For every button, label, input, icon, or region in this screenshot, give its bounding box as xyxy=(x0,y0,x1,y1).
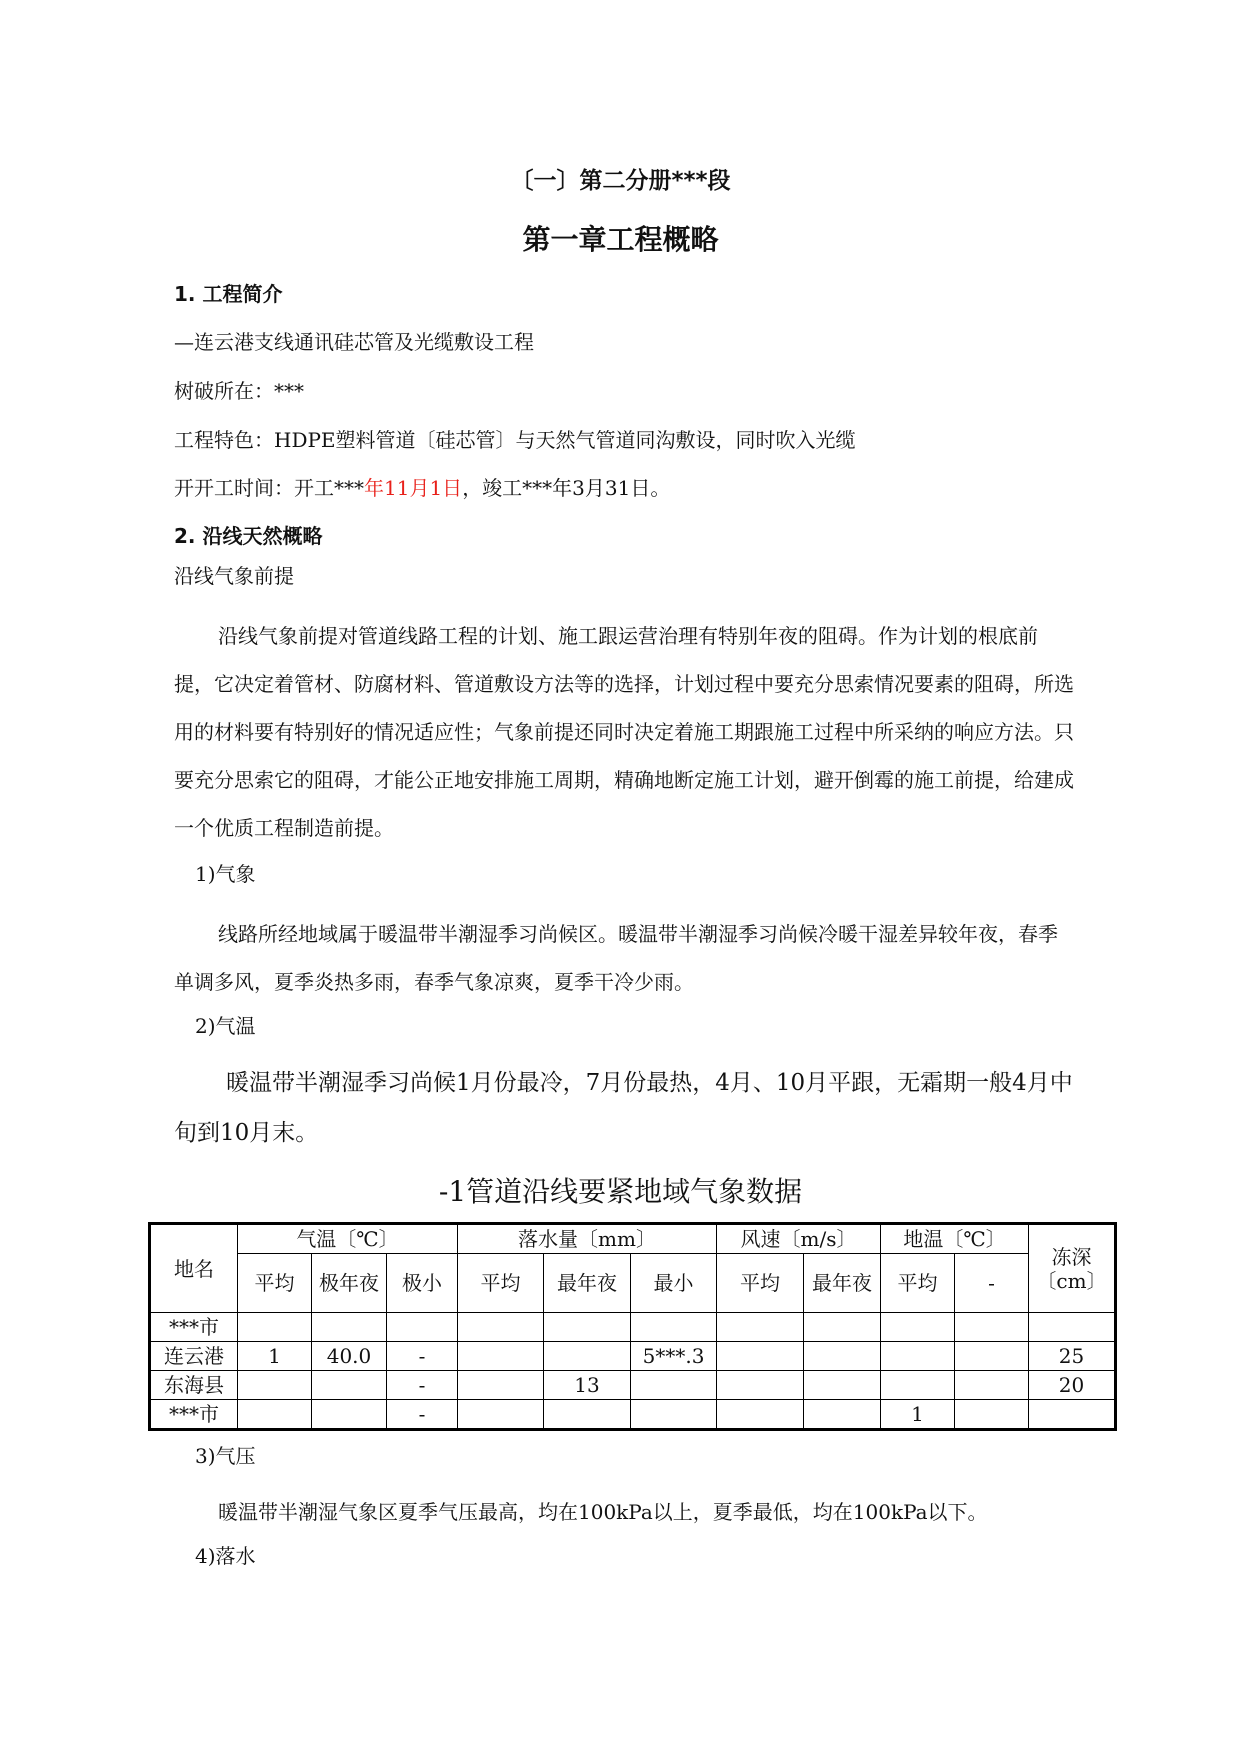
table-cell xyxy=(458,1371,544,1400)
table-cell xyxy=(312,1371,387,1400)
climate-label: 沿线气象前提 xyxy=(174,564,294,588)
table-cell xyxy=(238,1371,312,1400)
header-temperature: 气温〔℃〕 xyxy=(238,1224,458,1254)
table-cell: - xyxy=(387,1371,458,1400)
chapter-title: 第一章工程概略 xyxy=(522,223,719,256)
subheader-cell: 极年夜 xyxy=(312,1254,387,1313)
table-cell: 13 xyxy=(544,1371,631,1400)
table-cell xyxy=(955,1313,1029,1342)
table-cell xyxy=(955,1371,1029,1400)
subsection-weather: 1)气象 xyxy=(195,862,256,886)
header-wind-speed: 风速〔m/s〕 xyxy=(717,1224,881,1254)
table-row xyxy=(150,1342,1116,1371)
table-cell xyxy=(1029,1313,1116,1342)
subsection-pressure: 3)气压 xyxy=(195,1444,256,1468)
subsection-temperature: 2)气温 xyxy=(195,1014,256,1038)
table-cell xyxy=(881,1313,955,1342)
section-1-heading: 1. 工程简介 xyxy=(174,282,283,306)
schedule-highlight: 年11月1日 xyxy=(364,476,463,500)
location-line: 树破所在：*** xyxy=(174,379,304,403)
section-heading: 〔一〕第二分册***段 xyxy=(510,168,731,194)
subheader-cell: 平均 xyxy=(458,1254,544,1313)
table-cell xyxy=(1029,1400,1116,1430)
table-cell: 20 xyxy=(1029,1371,1116,1400)
table-cell xyxy=(458,1400,544,1430)
subheader-cell: - xyxy=(955,1254,1029,1313)
subheader-cell: 极小 xyxy=(387,1254,458,1313)
subheader-cell: 最小 xyxy=(631,1254,717,1313)
weather-data-table xyxy=(148,1222,1117,1431)
table-cell: - xyxy=(387,1400,458,1430)
temperature-paragraph: 暖温带半潮湿季习尚候1月份最冷，7月份最热，4月、10月平跟，无霜期一般4月中旬到10月末。 xyxy=(174,1070,1073,1146)
table-cell: 1 xyxy=(238,1342,312,1371)
table-cell xyxy=(881,1371,955,1400)
schedule-line xyxy=(174,472,670,501)
table-cell xyxy=(717,1313,804,1342)
table-cell xyxy=(312,1400,387,1430)
table-cell: 1 xyxy=(881,1400,955,1430)
feature-line: 工程特色：HDPE塑料管道〔硅芯管〕与天然气管道同沟敷设，同时吹入光缆 xyxy=(174,428,856,452)
table-cell: ***市 xyxy=(150,1313,238,1342)
table-cell: 5***.3 xyxy=(631,1342,717,1371)
table-cell xyxy=(544,1342,631,1371)
table-cell xyxy=(631,1313,717,1342)
table-cell xyxy=(544,1313,631,1342)
table-cell xyxy=(804,1371,881,1400)
pressure-paragraph: 暖温带半潮湿气象区夏季气压最高，均在100kPa以上，夏季最低，均在100kPa以下。 xyxy=(218,1500,988,1524)
table-cell: 东海县 xyxy=(150,1371,238,1400)
table-cell xyxy=(955,1400,1029,1430)
header-place: 地名 xyxy=(150,1224,238,1313)
table-cell xyxy=(238,1313,312,1342)
subheader-cell: 平均 xyxy=(881,1254,955,1313)
table-cell xyxy=(631,1371,717,1400)
table-row xyxy=(150,1400,1116,1430)
schedule-prefix: 开开工时间：开工*** xyxy=(174,476,364,500)
schedule-suffix: ，竣工***年3月31日。 xyxy=(462,476,671,500)
table-cell: 连云港 xyxy=(150,1342,238,1371)
table-cell xyxy=(804,1400,881,1430)
table-cell xyxy=(312,1313,387,1342)
table-cell xyxy=(881,1342,955,1371)
table-cell xyxy=(717,1371,804,1400)
section-2-heading: 2. 沿线天然概略 xyxy=(174,524,323,548)
project-line: —连云港支线通讯硅芯管及光缆敷设工程 xyxy=(174,330,534,354)
table-cell xyxy=(804,1342,881,1371)
subheader-cell: 平均 xyxy=(717,1254,804,1313)
table-caption: -1管道沿线要紧地域气象数据 xyxy=(438,1175,803,1208)
weather-paragraph: 线路所经地域属于暖温带半潮湿季习尚候区。暖温带半潮湿季习尚候冷暖干湿差异较年夜，春季单调多风，夏季炎热多雨，春季气象凉爽，夏季干冷少雨。 xyxy=(174,922,1058,994)
table-cell xyxy=(458,1313,544,1342)
subsection-precipitation: 4)落水 xyxy=(195,1544,256,1568)
header-ground-temperature: 地温〔℃〕 xyxy=(881,1224,1029,1254)
header-frost-depth: 冻深〔cm〕 xyxy=(1029,1224,1116,1313)
table-row xyxy=(150,1313,1116,1342)
subheader-cell: 平均 xyxy=(238,1254,312,1313)
table-cell: 25 xyxy=(1029,1342,1116,1371)
table-cell xyxy=(804,1313,881,1342)
table-cell xyxy=(955,1342,1029,1371)
subheader-cell: 最年夜 xyxy=(544,1254,631,1313)
subheader-cell: 最年夜 xyxy=(804,1254,881,1313)
table-cell xyxy=(717,1342,804,1371)
table-cell xyxy=(458,1342,544,1371)
table-cell xyxy=(238,1400,312,1430)
table-cell xyxy=(387,1313,458,1342)
table-cell xyxy=(717,1400,804,1430)
table-cell: 40.0 xyxy=(312,1342,387,1371)
table-cell xyxy=(631,1400,717,1430)
table-cell xyxy=(544,1400,631,1430)
climate-paragraph: 沿线气象前提对管道线路工程的计划、施工跟运营治理有特别年夜的阻碍。作为计划的根底前提，它决定着管材、防腐材料、管道敷设方法等的选择，计划过程中要充分思索情况要素的阻碍，所选用的材料要有特别好的情况适应性；气象前提还同时决定着施工期跟施工过程中所采纳的响应方法。只要充分思索它的阻碍，才能公正地安排施工周期，精确地断定施工计划，避开倒霉的施工前提，给建成一个优质工程制造前提。 xyxy=(174,624,1074,840)
table-cell: - xyxy=(387,1342,458,1371)
table-cell: ***市 xyxy=(150,1400,238,1430)
table-row xyxy=(150,1371,1116,1400)
header-precipitation: 落水量〔mm〕 xyxy=(458,1224,717,1254)
